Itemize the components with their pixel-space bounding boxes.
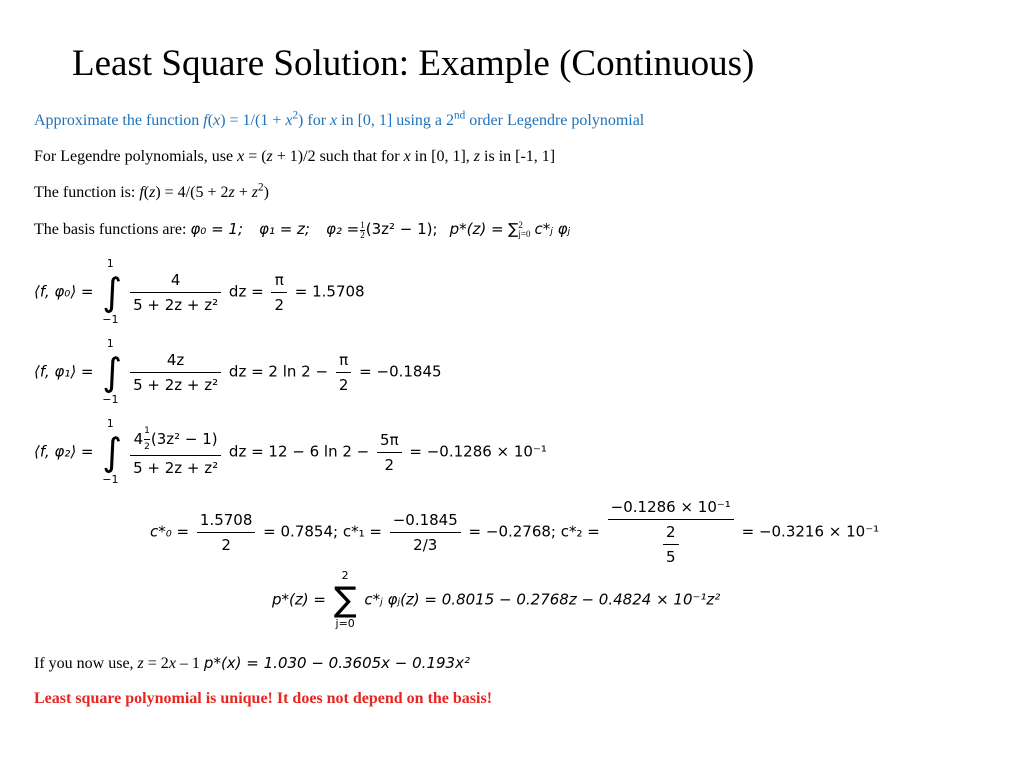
basis-phi1: φ₁ = z; (259, 220, 310, 238)
final-z: z (137, 655, 144, 672)
ip0-result-num: π (271, 271, 287, 293)
ip2-fraction (130, 427, 221, 477)
legendre-z2: z (473, 148, 481, 165)
c1-fraction (390, 511, 461, 554)
ip1-fraction (130, 351, 221, 394)
legendre-eq: = ( (244, 148, 267, 165)
c2-den-fraction (663, 523, 679, 566)
intro-x: x (213, 112, 221, 129)
ip2-numerator-pre: 4 (133, 430, 144, 448)
legendre-prefix: For Legendre polynomials, use (34, 148, 238, 165)
final-mid: = 2 (143, 655, 169, 672)
ip1-lower: −1 (102, 393, 119, 406)
inner-product-1 (34, 338, 442, 406)
ip2-result-den: 2 (384, 455, 395, 474)
pstar-upper: 2 (341, 569, 349, 582)
function-z2: z (228, 184, 235, 201)
c0-fraction (197, 511, 256, 554)
function-mid: ) = 4/(5 + 2 (155, 184, 229, 201)
intro-sup-nd: nd (454, 109, 466, 122)
pstar-rhs: c*ⱼ φⱼ(z) = 0.8015 − 0.2768z − 0.4824 × 10⁻¹z² (364, 590, 721, 609)
legendre-mid: + 1)/2 such that for (272, 148, 404, 165)
basis-phi2-lhs: φ₂ = (325, 220, 360, 238)
intro-prefix: Approximate the function (34, 112, 204, 129)
ip1-integral: 1 ∫ −1 (102, 337, 123, 406)
c1-den: 2/3 (413, 535, 438, 554)
ip1-lhs: ⟨f, φ₁⟩ = (34, 362, 94, 381)
coefficients-line (150, 498, 879, 566)
basis-half-fraction: $\frac{1}{2}$ (360, 219, 365, 240)
function-prefix: The function is: (34, 184, 140, 201)
legendre-z: z (266, 148, 273, 165)
ip2-lower: −1 (102, 473, 119, 486)
pstar-line (272, 570, 720, 630)
ip0-upper: 1 (106, 257, 114, 270)
basis-phi0: φ₀ = 1; (190, 220, 244, 238)
c2-val: = −0.3216 × 10⁻¹ (741, 522, 880, 541)
ip0-numerator: 4 (130, 271, 221, 293)
ip0-lhs: ⟨f, φ₀⟩ = (34, 282, 94, 301)
basis-phi2-rhs: (3z² − 1); (365, 220, 438, 238)
c0-den: 2 (221, 535, 231, 554)
basis-sum-limits: 2 j=0 (518, 220, 531, 240)
final-line (34, 652, 470, 675)
c2-fraction (608, 498, 734, 566)
legendre-line (34, 146, 555, 168)
pstar-lhs: p*(z) = (272, 590, 326, 609)
ip2-numerator-wrap (130, 427, 221, 456)
function-f: f (139, 184, 144, 201)
inner-product-2 (34, 418, 547, 486)
ip0-value: = 1.5708 (294, 282, 365, 301)
function-mid2: + (234, 184, 252, 201)
c2-den-num: 2 (663, 523, 679, 545)
ip2-result-num: 5π (377, 431, 402, 453)
ip0-lower: −1 (102, 313, 119, 326)
ip1-result-num: π (336, 351, 352, 373)
ip1-result-den: 2 (338, 375, 349, 394)
function-z: z (149, 184, 156, 201)
ip2-half-fraction: $\frac{1}{2}$ (144, 426, 150, 452)
c2-num: −0.1286 × 10⁻¹ (608, 498, 734, 520)
ip2-numerator: (3z² − 1) (150, 430, 218, 448)
ip2-denominator: 5 + 2z + z² (133, 459, 219, 477)
ip2-result-fraction (377, 431, 402, 474)
ip1-numerator: 4z (130, 351, 221, 373)
function-z3: z (251, 184, 258, 201)
ip2-dz: dz = 12 − 6 ln 2 − (228, 442, 370, 461)
intro-mid1: ) = 1/(1 + (220, 112, 286, 129)
ip0-dz: dz = (228, 282, 264, 301)
page-title: Least Square Solution: Example (Continuous) (72, 43, 755, 84)
ip1-result-fraction (336, 351, 352, 394)
c0-lhs: c*₀ = (150, 522, 190, 541)
ip1-upper: 1 (106, 337, 114, 350)
legendre-x: x (237, 148, 245, 165)
intro-suffix: order Legendre polynomial (465, 112, 645, 129)
basis-pstar: p*(z) = ∑ (449, 220, 519, 238)
basis-prefix: The basis functions are: (34, 221, 191, 238)
c1-num: −0.1845 (390, 511, 461, 533)
c1-val: = −0.2768; c*₂ = (468, 522, 600, 541)
ip0-denominator: 5 + 2z + z² (133, 295, 219, 314)
intro-mid3: in [0, 1] using a 2 (337, 112, 455, 129)
final-prefix: If you now use, (34, 655, 138, 672)
basis-pstar-rhs: c*ⱼ φⱼ (534, 220, 571, 238)
function-line: The function is: $f(z) = 4/(5 + 2z + z^2)$ (34, 181, 269, 201)
legendre-suffix: is in [-1, 1] (480, 148, 556, 165)
final-pstar: p*(x) = 1.030 − 0.3605x − 0.193x² (203, 654, 470, 672)
ip0-fraction (130, 271, 221, 314)
ip2-upper: 1 (106, 417, 114, 430)
basis-line (34, 218, 570, 241)
ip2-value: = −0.1286 × 10⁻¹ (409, 442, 547, 461)
pstar-sum: 2 ∑ j=0 (333, 569, 357, 630)
conclusion: Least square polynomial is unique! It does not depend on the basis! (34, 690, 493, 707)
final-mid2: – 1 (175, 655, 204, 672)
ip2-integral: 1 ∫ −1 (102, 417, 123, 486)
intro-f: f (203, 112, 208, 129)
intro-mid2: ) for (298, 112, 331, 129)
ip0-result-fraction (271, 271, 287, 314)
intro-line: Approximate the function $f(x) = 1/(1 + x^2)$ for x in [0, 1] using a 2nd order Legendre polynomial (34, 109, 645, 129)
ip1-dz: dz = 2 ln 2 − (228, 362, 329, 381)
c2-den-den: 5 (665, 548, 676, 566)
intro-xin: x (330, 112, 338, 129)
ip0-integral: 1 ∫ −1 (102, 257, 123, 326)
c2-den (608, 520, 734, 566)
function-suffix: ) (263, 184, 269, 201)
ip1-denominator: 5 + 2z + z² (133, 375, 219, 394)
legendre-x2: x (403, 148, 411, 165)
ip1-value: = −0.1845 (359, 362, 442, 381)
c0-val: = 0.7854; c*₁ = (263, 522, 382, 541)
c0-num: 1.5708 (197, 511, 256, 533)
ip0-result-den: 2 (274, 295, 284, 314)
ip2-lhs: ⟨f, φ₂⟩ = (34, 442, 94, 461)
pstar-lower: j=0 (335, 617, 355, 630)
legendre-mid2: in [0, 1], (410, 148, 474, 165)
intro-x2: x (285, 112, 293, 129)
inner-product-0 (34, 258, 365, 326)
final-x: x (168, 655, 176, 672)
